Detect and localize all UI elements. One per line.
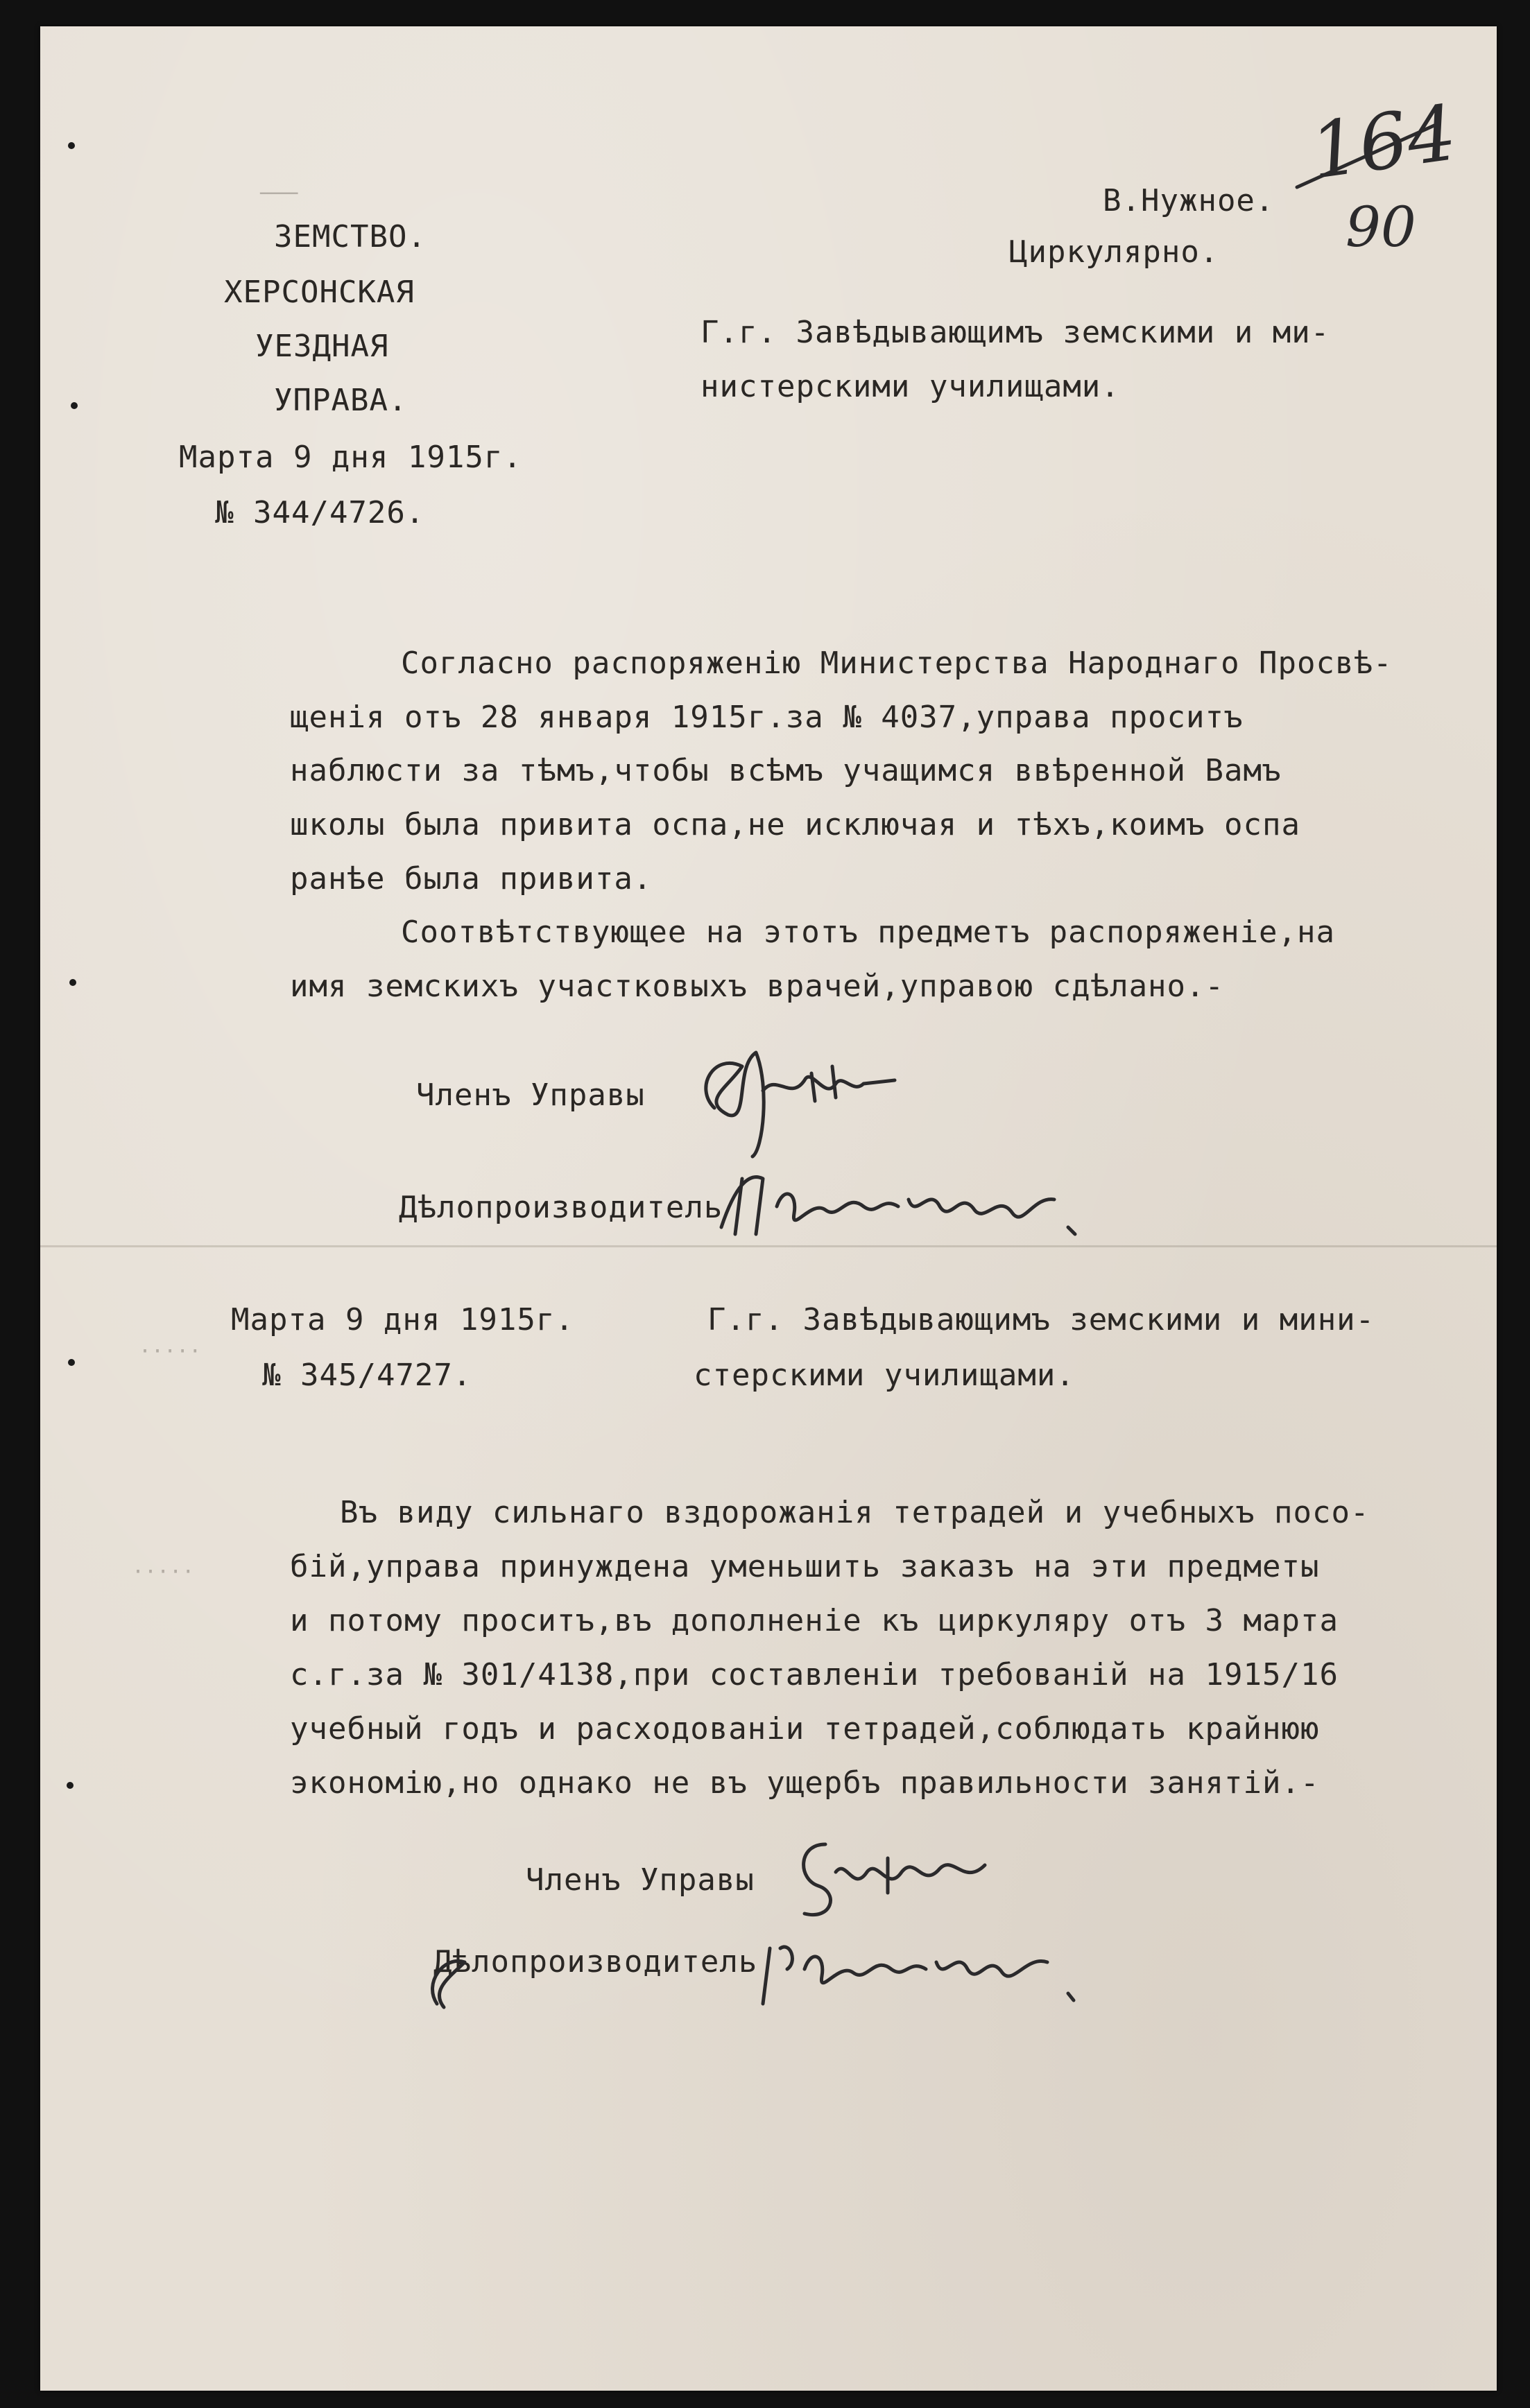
letter2-body-line-6: экономію,но однако не въ ущербъ правильности занятій.- [290, 1765, 1320, 1801]
letter1-body-line-3: наблюсти за тѣмъ,чтобы всѣмъ учащимся ввѣренной Вамъ [290, 753, 1282, 788]
binding-hole [67, 1782, 74, 1789]
letter1-member-signature [687, 1025, 916, 1163]
letter1-member-label: Членъ Управы [416, 1077, 645, 1113]
letter2-body-line-3: и потому проситъ,въ дополненіе къ циркуляру отъ 3 марта [290, 1603, 1339, 1638]
binding-hole [71, 402, 78, 409]
letter2-member-signature [784, 1817, 1013, 1928]
letter2-addressee-line-2: стерскими училищами. [694, 1358, 1075, 1393]
letter1-body-line-2: щенія отъ 28 января 1915г.за № 4037,управа проситъ [290, 700, 1244, 735]
letter2-body-line-2: бій,управа принуждена уменьшить заказъ на эти предметы [290, 1549, 1320, 1584]
letter1-body-line-5: ранѣе была привита. [290, 861, 653, 896]
letter1-addressee-line-2: нистерскими училищами. [700, 369, 1120, 404]
archive-number-top: 164 [1305, 87, 1462, 196]
binding-hole [68, 142, 75, 149]
archive-folio-number [1290, 87, 1470, 270]
binding-hole [69, 979, 76, 986]
letter1-body-line-6: Соотвѣтствующее на этотъ предметъ распоряженіе,на [401, 915, 1336, 950]
letter2-body-line-4: с.г.за № 301/4138,при составленіи требованій на 1915/16 [290, 1657, 1339, 1692]
sender-line-4: УПРАВА. [274, 383, 408, 418]
sender-line-2: ХЕРСОНСКАЯ [224, 275, 415, 310]
letter1-number: № 344/4726. [215, 495, 425, 530]
place-of-issue: В.Нужное. [1103, 183, 1275, 218]
letter2-addressee-line-1: Г.г. Завѣдывающимъ земскими и мини- [707, 1302, 1375, 1337]
letter2-clerk-signature [402, 1921, 1110, 2025]
letter2-date: Марта 9 дня 1915г. [231, 1302, 574, 1337]
letter2-body-line-5: учебный годъ и расходованіи тетрадей,соблюдать крайнюю [290, 1711, 1320, 1747]
letter2-clerk-label: Дѣлопроизводитель [433, 1944, 758, 1980]
letter2-number: № 345/4727. [262, 1358, 472, 1393]
ghost-stamp-impression: ─── [260, 182, 298, 206]
letter2-member-label: Членъ Управы [526, 1862, 755, 1898]
letter1-clerk-label: Дѣлопроизводитель [399, 1190, 723, 1225]
circular-mark: Циркулярно. [1009, 234, 1219, 270]
sender-line-1: ЗЕМСТВО. [274, 219, 427, 254]
letter1-clerk-signature [707, 1158, 1096, 1255]
letter2-body-line-1: Въ виду сильнаго вздорожанія тетрадей и учебныхъ посо- [340, 1495, 1370, 1530]
bleed-through-text: ····· [132, 1560, 195, 1584]
bleed-through-text: ····· [139, 1340, 202, 1364]
letter1-body-line-1: Согласно распоряженію Министерства Народнаго Просвѣ- [401, 646, 1393, 681]
letter1-date: Марта 9 дня 1915г. [179, 440, 522, 475]
binding-hole [68, 1359, 75, 1366]
letter1-body-line-7: имя земскихъ участковыхъ врачей,управою сдѣлано.- [290, 969, 1225, 1004]
sender-line-3: УЕЗДНАЯ [255, 329, 389, 364]
archive-number-bottom: 90 [1346, 195, 1416, 259]
letter1-addressee-line-1: Г.г. Завѣдывающимъ земскими и ми- [700, 315, 1330, 350]
letter1-body-line-4: школы была привита оспа,не исключая и тѣхъ,коимъ оспа [290, 807, 1300, 842]
